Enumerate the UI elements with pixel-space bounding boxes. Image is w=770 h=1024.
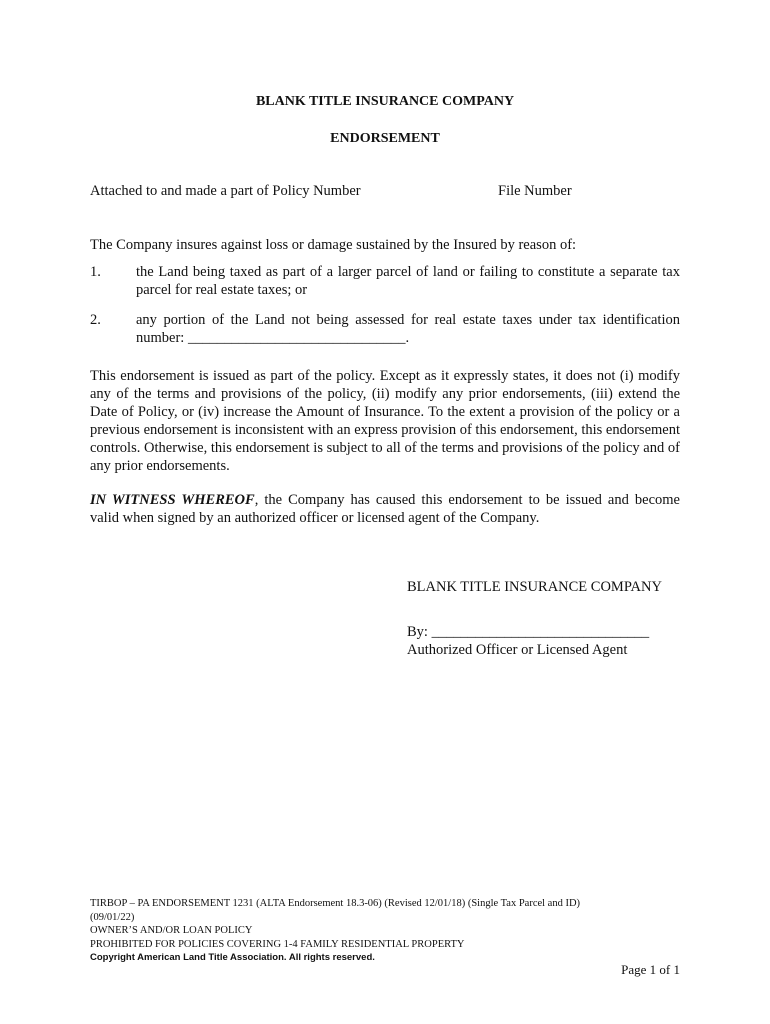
footer-form-id: TIRBOP – PA ENDORSEMENT 1231 (ALTA Endorsement 18.3-06) (Revised 12/01/18) (Single Tax Parcel and ID) — [90, 898, 581, 909]
witness-paragraph — [90, 491, 680, 527]
footer-copyright: Copyright American Land Title Association. All rights reserved. — [90, 952, 375, 963]
coverage-list — [90, 263, 680, 359]
policy-number-label: Attached to and made a part of Policy Number — [90, 183, 361, 199]
document-title: ENDORSEMENT — [330, 131, 440, 146]
list-item-text: any portion of the Land not being assessed for real estate taxes under tax identification number: ______________________________. — [136, 312, 680, 346]
file-number-label: File Number — [498, 183, 572, 199]
signature-company: BLANK TITLE INSURANCE COMPANY — [407, 579, 662, 595]
reference-line — [90, 183, 680, 200]
signature-line: By: ______________________________ — [407, 624, 650, 640]
footer-date: (09/01/22) — [90, 911, 135, 923]
list-item — [90, 263, 680, 299]
list-item-number: 1. — [90, 264, 101, 280]
witness-text: , the Company has caused this endorsement to be issued and become valid when signed by an authorized officer or licensed agent of the Company. — [90, 492, 680, 526]
company-title: BLANK TITLE INSURANCE COMPANY — [255, 94, 515, 109]
list-item-number: 2. — [90, 312, 101, 328]
signature-role: Authorized Officer or Licensed Agent — [407, 642, 628, 658]
witness-lead: IN WITNESS WHEREOF — [90, 492, 255, 508]
page-number: Page 1 of 1 — [621, 962, 680, 977]
endorsement-terms-paragraph: This endorsement is issued as part of the policy. Except as it expressly states, it does not (i) modify any of the terms and provisions of the policy, (ii) modify any prior endorsements, (iii) extend the Date of Policy, or (iv) increase the Amount of Insurance. To the extent a provision of the policy or a previous endorsement is inconsistent with an express provision of this endorsement, this endorsement controls. Otherwise, this endorsement is subject to all of the terms and provisions of the policy and of any prior endorsements. — [90, 368, 680, 474]
footer-restriction: PROHIBITED FOR POLICIES COVERING 1-4 FAMILY RESIDENTIAL PROPERTY — [90, 938, 465, 950]
footer-policy-type: OWNER’S AND/OR LOAN POLICY — [90, 925, 253, 936]
list-item-text: the Land being taxed as part of a larger parcel of land or failing to constitute a separate tax parcel for real estate taxes; or — [136, 264, 680, 298]
form-footer — [90, 897, 680, 965]
coverage-intro: The Company insures against loss or damage sustained by the Insured by reason of: — [90, 237, 577, 253]
list-item — [90, 311, 680, 347]
signature-block — [407, 579, 707, 659]
